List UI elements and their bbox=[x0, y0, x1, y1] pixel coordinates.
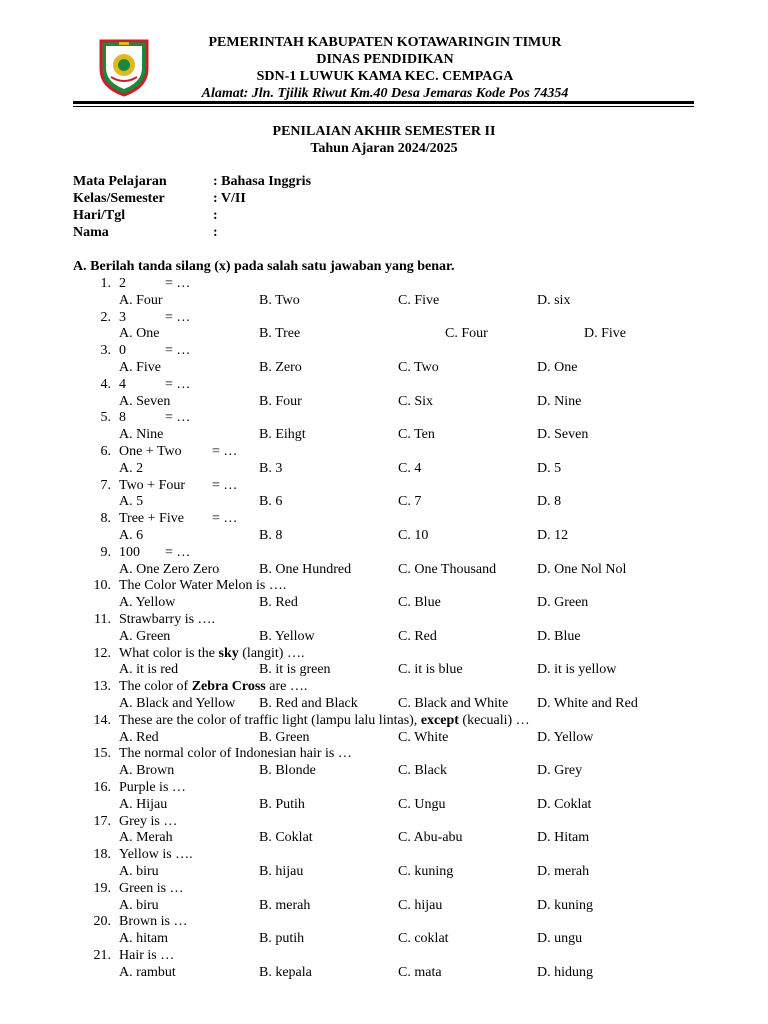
question-text: Brown is … bbox=[119, 914, 188, 930]
question-item bbox=[0, 342, 768, 359]
answer-options bbox=[0, 796, 768, 813]
answer-options bbox=[0, 695, 768, 712]
answer-option: D. Five bbox=[584, 326, 626, 342]
question-text: The normal color of Indonesian hair is … bbox=[119, 746, 352, 762]
answer-option: A. hitam bbox=[119, 931, 168, 947]
question-item bbox=[0, 913, 768, 930]
question-number: 3. bbox=[100, 343, 111, 359]
question-number: 21. bbox=[93, 948, 111, 963]
answer-option: B. 6 bbox=[259, 494, 283, 510]
question-text bbox=[119, 275, 190, 292]
question-equals: = … bbox=[165, 544, 191, 560]
answer-option: A. Five bbox=[119, 360, 161, 375]
answer-option: C. Four bbox=[445, 326, 488, 342]
question-item bbox=[0, 409, 768, 426]
question-text bbox=[119, 443, 237, 460]
answer-option: B. kepala bbox=[259, 964, 312, 980]
answer-option: C. hijau bbox=[398, 897, 443, 913]
question-number: 12. bbox=[93, 645, 111, 661]
info-label: Kelas/Semester bbox=[73, 191, 165, 206]
question-number: 20. bbox=[93, 914, 111, 930]
question-text bbox=[119, 376, 190, 393]
question-expression: 2 bbox=[119, 276, 126, 291]
academic-year: Tahun Ajaran 2024/2025 bbox=[310, 141, 458, 156]
answer-option: C. Red bbox=[398, 628, 437, 644]
answer-option: B. Tree bbox=[259, 326, 301, 342]
info-value: : bbox=[213, 208, 218, 223]
letterhead bbox=[170, 34, 600, 102]
question-text-part: These are the color of traffic light (lampu lalu lintas), bbox=[119, 712, 421, 728]
question-number: 10. bbox=[93, 578, 111, 594]
answer-option: B. 3 bbox=[259, 460, 283, 476]
question-number: 14. bbox=[93, 712, 111, 728]
question-text bbox=[119, 342, 190, 359]
question-number: 1. bbox=[100, 276, 111, 291]
answer-option: A. Seven bbox=[119, 393, 171, 409]
answer-option: D. hidung bbox=[537, 964, 593, 980]
question-item bbox=[0, 745, 768, 762]
answer-option: D. Blue bbox=[537, 628, 581, 644]
question-item bbox=[0, 846, 768, 863]
question-number: 2. bbox=[100, 309, 111, 325]
question-item bbox=[0, 577, 768, 594]
answer-option: C. it is blue bbox=[398, 662, 463, 678]
question-item bbox=[0, 813, 768, 830]
answer-options bbox=[0, 829, 768, 846]
question-item bbox=[0, 645, 768, 662]
answer-option: B. Zero bbox=[259, 360, 302, 375]
answer-option: B. hijau bbox=[259, 864, 304, 879]
question-expression: 4 bbox=[119, 376, 126, 392]
answer-option: C. Blue bbox=[398, 595, 441, 611]
question-item bbox=[0, 477, 768, 494]
answer-option: C. Abu-abu bbox=[398, 830, 463, 846]
answer-option: B. Red and Black bbox=[259, 696, 358, 711]
answer-option: C. Two bbox=[398, 360, 439, 375]
answer-options bbox=[0, 493, 768, 510]
answer-option: A. One bbox=[119, 326, 160, 342]
question-item bbox=[0, 678, 768, 695]
answer-option: D. 8 bbox=[537, 494, 562, 510]
answer-option: C. Black bbox=[398, 763, 447, 779]
question-equals: = … bbox=[212, 477, 238, 493]
answer-options bbox=[0, 964, 768, 981]
answer-option: A. Hijau bbox=[119, 796, 168, 812]
question-equals: = … bbox=[165, 410, 191, 426]
answer-option: A. Green bbox=[119, 628, 171, 644]
question-item bbox=[0, 309, 768, 326]
question-equals: = … bbox=[165, 309, 191, 325]
question-number: 16. bbox=[93, 780, 111, 795]
question-item bbox=[0, 779, 768, 796]
answer-option: B. putih bbox=[259, 931, 305, 947]
question-item bbox=[0, 275, 768, 292]
question-item bbox=[0, 443, 768, 460]
question-text bbox=[119, 678, 307, 695]
question-text: Purple is … bbox=[119, 780, 186, 795]
answer-option: A. it is red bbox=[119, 662, 179, 678]
question-number: 11. bbox=[94, 612, 111, 627]
question-item bbox=[0, 510, 768, 527]
question-number: 4. bbox=[100, 376, 111, 392]
answer-option: A. Merah bbox=[119, 830, 173, 846]
info-label: Nama bbox=[73, 225, 109, 240]
question-text: The Color Water Melon is …. bbox=[119, 578, 287, 594]
question-equals: = … bbox=[212, 511, 238, 527]
answer-option: C. White bbox=[398, 729, 449, 745]
answer-option: D. it is yellow bbox=[537, 662, 617, 678]
answer-option: C. Six bbox=[398, 393, 434, 409]
answer-option: A. Four bbox=[119, 292, 163, 308]
answer-option: A. Red bbox=[119, 729, 159, 745]
question-item bbox=[0, 544, 768, 561]
answer-option: D. Green bbox=[537, 595, 589, 611]
info-label: Mata Pelajaran bbox=[73, 174, 167, 189]
answer-options bbox=[0, 325, 768, 342]
answer-options bbox=[0, 762, 768, 779]
question-equals: = … bbox=[212, 444, 238, 459]
answer-option: D. 5 bbox=[537, 460, 562, 476]
question-number: 15. bbox=[93, 746, 111, 762]
answer-option: D. One bbox=[537, 360, 578, 375]
school-name: SDN-1 LUWUK KAMA KEC. CEMPAGA bbox=[256, 69, 514, 84]
answer-option: A. 6 bbox=[119, 528, 144, 543]
answer-option: D. kuning bbox=[537, 897, 593, 913]
school-address: Alamat: Jln. Tjilik Riwut Km.40 Desa Jemaras Kode Pos 74354 bbox=[201, 86, 569, 101]
answer-option: B. Green bbox=[259, 729, 310, 745]
question-text bbox=[119, 409, 190, 426]
question-text-part: (langit) …. bbox=[238, 645, 305, 661]
info-value: : bbox=[213, 225, 218, 240]
header-divider-thick bbox=[73, 101, 694, 104]
answer-option: A. 2 bbox=[119, 460, 144, 476]
answer-option: B. Two bbox=[259, 292, 300, 308]
department-name: DINAS PENDIDIKAN bbox=[316, 52, 454, 67]
answer-option: A. Brown bbox=[119, 763, 175, 779]
answer-options bbox=[0, 460, 768, 477]
answer-option: A. Black and Yellow bbox=[119, 696, 236, 711]
answer-option: A. Nine bbox=[119, 427, 164, 443]
question-equals: = … bbox=[165, 343, 191, 359]
answer-option: B. Yellow bbox=[259, 628, 315, 644]
question-expression: 8 bbox=[119, 410, 126, 426]
question-text-part: What color is the bbox=[119, 645, 219, 661]
answer-option: D. 12 bbox=[537, 528, 569, 543]
question-number: 7. bbox=[100, 477, 111, 493]
answer-option: C. 7 bbox=[398, 494, 422, 510]
question-item bbox=[0, 712, 768, 729]
answer-option: C. 4 bbox=[398, 460, 422, 476]
question-expression: Two + Four bbox=[119, 477, 186, 493]
answer-options bbox=[0, 594, 768, 611]
answer-option: B. merah bbox=[259, 897, 311, 913]
question-number: 6. bbox=[100, 444, 111, 459]
question-number: 19. bbox=[93, 880, 111, 896]
header-divider-thin bbox=[73, 106, 694, 107]
answer-option: D. ungu bbox=[537, 931, 583, 947]
question-text bbox=[119, 712, 530, 729]
answer-options bbox=[0, 661, 768, 678]
info-label: Hari/Tgl bbox=[73, 208, 126, 223]
answer-option: A. rambut bbox=[119, 964, 176, 980]
question-text-part: The color of bbox=[119, 679, 192, 695]
answer-option: C. kuning bbox=[398, 864, 454, 879]
answer-option: D. Nine bbox=[537, 393, 582, 409]
exam-title-line: PENILAIAN AKHIR SEMESTER II bbox=[272, 124, 496, 139]
question-number: 13. bbox=[93, 679, 111, 695]
answer-options bbox=[0, 863, 768, 880]
answer-option: D. merah bbox=[537, 864, 590, 879]
answer-options bbox=[0, 426, 768, 443]
question-equals: = … bbox=[165, 276, 191, 291]
answer-options bbox=[0, 527, 768, 544]
question-text-part: are …. bbox=[265, 679, 308, 695]
question-text: Strawbarry is …. bbox=[119, 612, 216, 627]
question-emphasis: Zebra Cross bbox=[191, 679, 266, 695]
question-text: Green is … bbox=[119, 880, 184, 896]
regency-crest-icon bbox=[97, 37, 151, 97]
answer-option: B. Blonde bbox=[259, 763, 316, 779]
question-text: Grey is … bbox=[119, 813, 178, 829]
answer-option: B. 8 bbox=[259, 528, 283, 543]
question-text: Hair is … bbox=[119, 948, 175, 963]
section-instruction: A. Berilah tanda silang (x) pada salah satu jawaban yang benar. bbox=[73, 259, 455, 274]
answer-option: D. Seven bbox=[537, 427, 589, 443]
info-value: : Bahasa Inggris bbox=[213, 174, 312, 189]
question-number: 9. bbox=[100, 544, 111, 560]
answer-option: B. Putih bbox=[259, 796, 305, 812]
info-value: : V/II bbox=[213, 191, 246, 206]
answer-option: C. mata bbox=[398, 964, 442, 980]
question-text bbox=[119, 477, 237, 494]
answer-option: C. Five bbox=[398, 292, 440, 308]
question-text-part: (kecuali) … bbox=[458, 712, 530, 728]
answer-option: A. biru bbox=[119, 864, 159, 879]
question-text bbox=[119, 544, 190, 561]
answer-option: D. Hitam bbox=[537, 830, 590, 846]
answer-option: A. biru bbox=[119, 897, 159, 913]
exam-title bbox=[0, 123, 768, 157]
question-item bbox=[0, 376, 768, 393]
answer-option: D. six bbox=[537, 292, 571, 308]
answer-option: B. Eihgt bbox=[259, 427, 306, 443]
answer-option: C. Black and White bbox=[398, 696, 509, 711]
answer-option: A. One Zero Zero bbox=[119, 561, 220, 577]
question-text: Yellow is …. bbox=[119, 847, 193, 863]
answer-options bbox=[0, 359, 768, 376]
question-number: 5. bbox=[100, 410, 111, 426]
question-text bbox=[119, 510, 237, 527]
answer-option: C. Ungu bbox=[398, 796, 446, 812]
answer-option: C. Ten bbox=[398, 427, 435, 443]
question-expression: One + Two bbox=[119, 444, 182, 459]
question-expression: 0 bbox=[119, 343, 126, 359]
question-equals: = … bbox=[165, 376, 191, 392]
answer-option: D. White and Red bbox=[537, 696, 638, 711]
question-item bbox=[0, 947, 768, 964]
answer-options bbox=[0, 292, 768, 309]
answer-option: D. Yellow bbox=[537, 729, 594, 745]
question-item bbox=[0, 880, 768, 897]
answer-option: D. Coklat bbox=[537, 796, 592, 812]
answer-option: B. it is green bbox=[259, 662, 331, 678]
answer-option: D. One Nol Nol bbox=[537, 561, 627, 577]
answer-options bbox=[0, 561, 768, 578]
answer-options bbox=[0, 729, 768, 746]
question-number: 18. bbox=[93, 847, 111, 863]
question-item bbox=[0, 611, 768, 628]
question-emphasis: sky bbox=[218, 645, 239, 661]
answer-option: B. Red bbox=[259, 595, 298, 611]
question-expression: 100 bbox=[119, 544, 140, 560]
question-number: 17. bbox=[93, 813, 111, 829]
question-text bbox=[119, 309, 190, 326]
question-emphasis: except bbox=[420, 712, 459, 728]
question-expression: Tree + Five bbox=[119, 511, 184, 527]
government-name: PEMERINTAH KABUPATEN KOTAWARINGIN TIMUR bbox=[208, 35, 562, 50]
answer-option: A. 5 bbox=[119, 494, 144, 510]
question-expression: 3 bbox=[119, 309, 126, 325]
answer-options bbox=[0, 628, 768, 645]
answer-options bbox=[0, 930, 768, 947]
answer-option: B. Four bbox=[259, 393, 302, 409]
answer-option: A. Yellow bbox=[119, 595, 176, 611]
question-text bbox=[119, 645, 304, 662]
answer-option: C. One Thousand bbox=[398, 561, 497, 577]
answer-options bbox=[0, 393, 768, 410]
answer-option: B. One Hundred bbox=[259, 561, 352, 577]
answer-option: D. Grey bbox=[537, 763, 583, 779]
answer-option: C. 10 bbox=[398, 528, 429, 543]
answer-option: C. coklat bbox=[398, 931, 449, 947]
answer-option: B. Coklat bbox=[259, 830, 313, 846]
question-number: 8. bbox=[100, 511, 111, 527]
answer-options bbox=[0, 897, 768, 914]
